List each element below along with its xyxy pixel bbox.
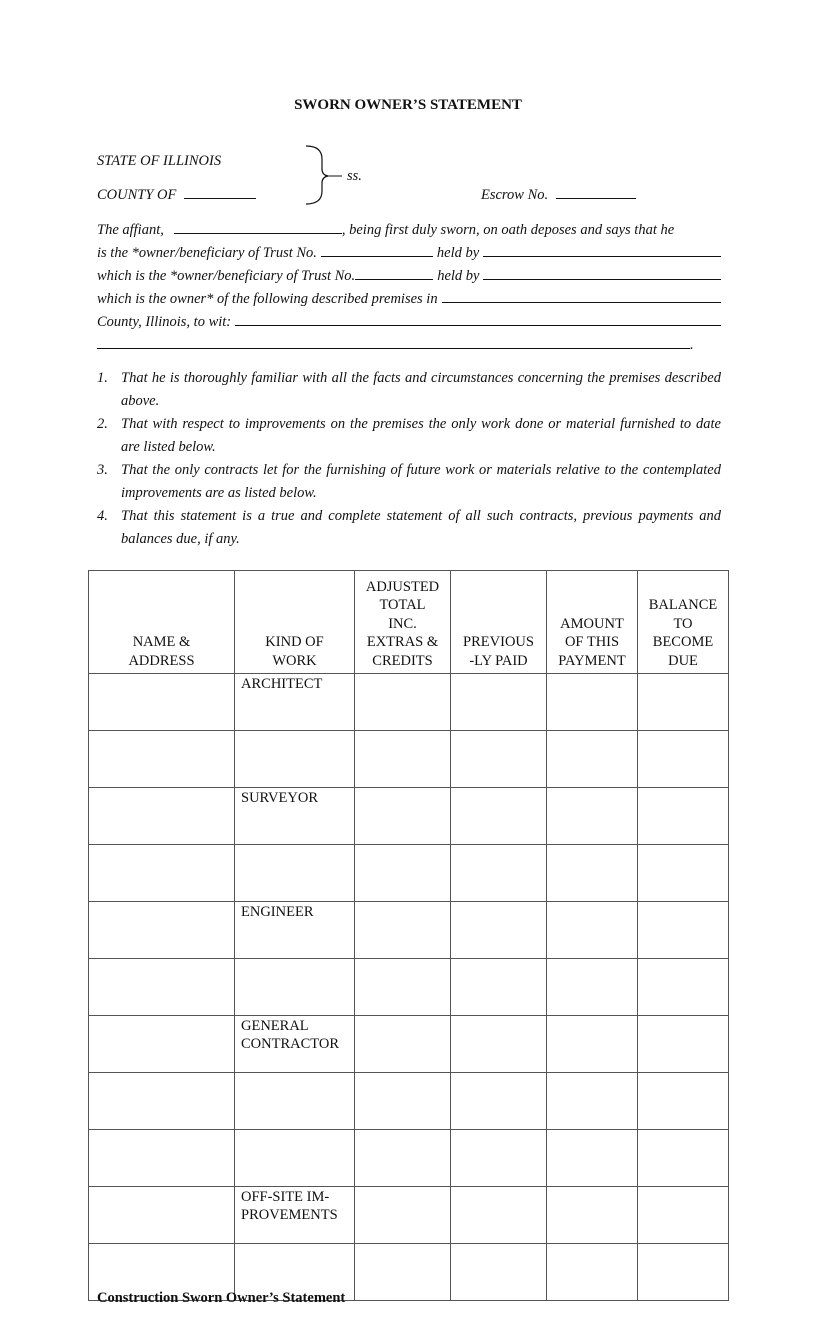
balance-due-cell[interactable] bbox=[638, 674, 729, 731]
header-name-address: NAME & ADDRESS bbox=[89, 571, 235, 674]
previously-paid-cell[interactable] bbox=[451, 674, 547, 731]
legal-description-field[interactable] bbox=[235, 312, 721, 326]
kind-of-work-label: PROVEMENTS bbox=[241, 1207, 338, 1223]
ss-label: ss. bbox=[347, 168, 362, 184]
balance-due-cell[interactable] bbox=[638, 1130, 729, 1187]
amount-this-payment-cell[interactable] bbox=[547, 1073, 638, 1130]
sworn-text: , being first duly sworn, on oath deposes and says that he bbox=[341, 222, 675, 238]
previously-paid-cell[interactable] bbox=[451, 1244, 547, 1301]
table-row bbox=[89, 1016, 729, 1073]
name-address-cell[interactable] bbox=[89, 1130, 235, 1187]
held-by-field-1[interactable] bbox=[483, 243, 721, 257]
kind-of-work-label: SURVEYOR bbox=[241, 790, 318, 806]
previously-paid-cell[interactable] bbox=[451, 902, 547, 959]
kind-of-work-label: CONTRACTOR bbox=[241, 1036, 340, 1052]
escrow-field[interactable] bbox=[556, 186, 636, 199]
affidavit-paragraph bbox=[97, 219, 721, 357]
statement-list bbox=[97, 367, 721, 551]
table-row bbox=[89, 1130, 729, 1187]
kind-of-work-cell[interactable] bbox=[235, 845, 355, 902]
name-address-cell[interactable] bbox=[89, 1187, 235, 1244]
trust-no-field-2[interactable] bbox=[355, 266, 433, 280]
state-label: STATE OF ILLINOIS bbox=[97, 153, 222, 169]
to-wit-label: County, Illinois, to wit: bbox=[97, 314, 232, 330]
adjusted-total-cell[interactable] bbox=[355, 1016, 451, 1073]
kind-of-work-cell[interactable] bbox=[235, 1130, 355, 1187]
held-by-field-2[interactable] bbox=[483, 266, 721, 280]
balance-due-cell[interactable] bbox=[638, 731, 729, 788]
affidavit-line-3 bbox=[97, 265, 721, 288]
premises-county-field[interactable] bbox=[442, 289, 721, 303]
kind-of-work-cell[interactable] bbox=[235, 902, 355, 959]
table-row bbox=[89, 845, 729, 902]
adjusted-total-cell[interactable] bbox=[355, 1130, 451, 1187]
name-address-cell[interactable] bbox=[89, 731, 235, 788]
table-row bbox=[89, 902, 729, 959]
table-row bbox=[89, 674, 729, 731]
county-field[interactable] bbox=[184, 186, 256, 199]
balance-due-cell[interactable] bbox=[638, 788, 729, 845]
adjusted-total-cell[interactable] bbox=[355, 674, 451, 731]
legal-description-field-2[interactable] bbox=[97, 335, 690, 349]
previously-paid-cell[interactable] bbox=[451, 959, 547, 1016]
amount-this-payment-cell[interactable] bbox=[547, 674, 638, 731]
kind-of-work-label: ENGINEER bbox=[241, 904, 314, 920]
kind-of-work-cell[interactable] bbox=[235, 674, 355, 731]
name-address-cell[interactable] bbox=[89, 959, 235, 1016]
affidavit-line-2 bbox=[97, 242, 721, 265]
adjusted-total-cell[interactable] bbox=[355, 731, 451, 788]
previously-paid-cell[interactable] bbox=[451, 1130, 547, 1187]
affidavit-line-1 bbox=[97, 219, 721, 242]
amount-this-payment-cell[interactable] bbox=[547, 1187, 638, 1244]
name-address-cell[interactable] bbox=[89, 674, 235, 731]
previously-paid-cell[interactable] bbox=[451, 1187, 547, 1244]
name-address-cell[interactable] bbox=[89, 788, 235, 845]
contractor-table bbox=[88, 570, 729, 1301]
amount-this-payment-cell[interactable] bbox=[547, 845, 638, 902]
line-end-period: . bbox=[690, 337, 694, 353]
affiant-label: The affiant, bbox=[97, 222, 164, 238]
amount-this-payment-cell[interactable] bbox=[547, 788, 638, 845]
premises-label: which is the owner* of the following described premises in bbox=[97, 291, 438, 307]
list-item: 2. That with respect to improvements on the premises the only work done or material furnished to date are listed below. bbox=[97, 416, 721, 455]
amount-this-payment-cell[interactable] bbox=[547, 731, 638, 788]
trust-label-2: which is the *owner/beneficiary of Trust No. bbox=[97, 268, 356, 284]
adjusted-total-cell[interactable] bbox=[355, 788, 451, 845]
escrow-label: Escrow No. bbox=[481, 187, 549, 203]
adjusted-total-cell[interactable] bbox=[355, 1244, 451, 1301]
brace-icon bbox=[304, 145, 344, 205]
balance-due-cell[interactable] bbox=[638, 1244, 729, 1301]
footer-title: Construction Sworn Owner’s Statement bbox=[97, 1290, 346, 1306]
held-by-label-1: held by bbox=[436, 245, 480, 261]
amount-this-payment-cell[interactable] bbox=[547, 1244, 638, 1301]
table-row bbox=[89, 959, 729, 1016]
table-row bbox=[89, 788, 729, 845]
balance-due-cell[interactable] bbox=[638, 1073, 729, 1130]
affidavit-line-4 bbox=[97, 288, 721, 311]
page-title: SWORN OWNER’S STATEMENT bbox=[294, 97, 522, 113]
kind-of-work-cell[interactable] bbox=[235, 1187, 355, 1244]
kind-of-work-cell[interactable] bbox=[235, 1016, 355, 1073]
kind-of-work-label: OFF-SITE IM- bbox=[241, 1189, 330, 1205]
trust-no-field-1[interactable] bbox=[321, 243, 433, 257]
list-item: 3. That the only contracts let for the furnishing of future work or materials relative to the contemplated improvements are as listed below. bbox=[97, 462, 721, 501]
affiant-name-field[interactable] bbox=[174, 220, 342, 234]
amount-this-payment-cell[interactable] bbox=[547, 902, 638, 959]
kind-of-work-cell[interactable] bbox=[235, 959, 355, 1016]
previously-paid-cell[interactable] bbox=[451, 731, 547, 788]
name-address-cell[interactable] bbox=[89, 1016, 235, 1073]
amount-this-payment-cell[interactable] bbox=[547, 959, 638, 1016]
affidavit-line-5 bbox=[97, 311, 721, 334]
amount-this-payment-cell[interactable] bbox=[547, 1016, 638, 1073]
table-row bbox=[89, 1187, 729, 1244]
adjusted-total-cell[interactable] bbox=[355, 902, 451, 959]
county-label: COUNTY OF bbox=[97, 187, 177, 203]
name-address-cell[interactable] bbox=[89, 845, 235, 902]
affidavit-line-6 bbox=[97, 334, 721, 357]
balance-due-cell[interactable] bbox=[638, 1187, 729, 1244]
amount-this-payment-cell[interactable] bbox=[547, 1130, 638, 1187]
table-header-row bbox=[89, 571, 729, 674]
escrow-line bbox=[481, 186, 636, 204]
kind-of-work-cell[interactable] bbox=[235, 788, 355, 845]
balance-due-cell[interactable] bbox=[638, 959, 729, 1016]
county-line bbox=[97, 186, 256, 204]
kind-of-work-label: ARCHITECT bbox=[241, 676, 323, 692]
previously-paid-cell[interactable] bbox=[451, 788, 547, 845]
list-item: 4. That this statement is a true and complete statement of all such contracts, previous payments and balances due, if any. bbox=[97, 508, 721, 547]
adjusted-total-cell[interactable] bbox=[355, 959, 451, 1016]
header-previously-paid: PREVIOUS -LY PAID bbox=[451, 571, 547, 674]
kind-of-work-cell[interactable] bbox=[235, 731, 355, 788]
balance-due-cell[interactable] bbox=[638, 1016, 729, 1073]
table-row bbox=[89, 1073, 729, 1130]
adjusted-total-cell[interactable] bbox=[355, 1073, 451, 1130]
balance-due-cell[interactable] bbox=[638, 845, 729, 902]
header-kind-of-work: KIND OF WORK bbox=[235, 571, 355, 674]
kind-of-work-label: GENERAL bbox=[241, 1018, 309, 1034]
previously-paid-cell[interactable] bbox=[451, 1073, 547, 1130]
kind-of-work-cell[interactable] bbox=[235, 1073, 355, 1130]
header-adjusted-total: ADJUSTED TOTAL INC. EXTRAS & CREDITS bbox=[355, 571, 451, 674]
held-by-label-2: held by bbox=[437, 268, 480, 284]
header-balance-due: BALANCE TO BECOME DUE bbox=[638, 571, 729, 674]
name-address-cell[interactable] bbox=[89, 1073, 235, 1130]
list-item: 1. That he is thoroughly familiar with all the facts and circumstances concerning the premises described above. bbox=[97, 370, 721, 409]
name-address-cell[interactable] bbox=[89, 902, 235, 959]
adjusted-total-cell[interactable] bbox=[355, 845, 451, 902]
previously-paid-cell[interactable] bbox=[451, 1016, 547, 1073]
header-amount-this-payment: AMOUNT OF THIS PAYMENT bbox=[547, 571, 638, 674]
adjusted-total-cell[interactable] bbox=[355, 1187, 451, 1244]
previously-paid-cell[interactable] bbox=[451, 845, 547, 902]
trust-label-1: is the *owner/beneficiary of Trust No. bbox=[97, 245, 317, 261]
balance-due-cell[interactable] bbox=[638, 902, 729, 959]
table-row bbox=[89, 731, 729, 788]
